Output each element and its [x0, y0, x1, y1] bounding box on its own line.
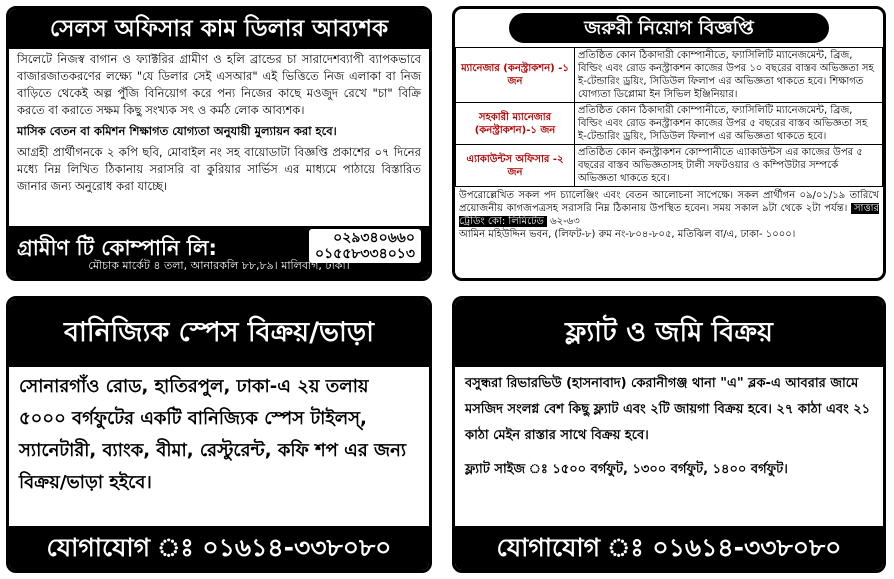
phone-number: ০২৯৩৪০৬৬০ — [333, 230, 415, 246]
ad-body: বসুন্ধরা রিভারভিউ (হাসনাবাদ) কেরানীগঞ্জ থানা "এ" ব্লক-এ আবরার জামে মসজিদ সংলগ্ন বেশ কিছু ফ্ল্যাট এবং ২টি জায়গা বিক্রয় হবে। ২৭ কাঠা এবং ২১ কাঠা মেইন রাস্তার সাথে বিক্রয় হবে। — [465, 376, 871, 443]
ad-title: বানিজ্যিক স্পেস বিক্রয়/ভাড়া — [9, 299, 429, 367]
company-address: আমিন মহিউদ্দিন ভবন, (লিফট-৮) রুম নং-৮০৪-৮০৫, মতিঝিল বা/এ, ঢাকা- ১০০০। — [459, 229, 796, 240]
phone-number: ০১৫৫৮৩৩৪০১৩ — [314, 246, 415, 262]
contact-line: যোগাযোগ ঃ ০১৬১৪-৩৩৮০৮০ — [455, 526, 883, 570]
company-phone: ৬২-৬৩ — [550, 216, 580, 227]
company-footer — [9, 226, 429, 278]
company-name: সাত্তার ট্রেডিং কো: লিমিটেড — [459, 203, 879, 227]
notice-body: উপরোল্লেখিত সকল পদ চ্যালেঞ্জিং এবং বেতন আলোচনা সাপেক্ষে। সকল প্রার্থীগন ০৯/০১/১৯ তারিখে প্রয়োজনীয় কাগজপত্রসহ সরাসরি নিম্ন ঠিকানায় উপস্থিত হবেন। সময় সকাল ৯টা থেকে ২টা পর্যন্ত। — [459, 190, 879, 214]
company-address: মৌচাক মার্কেট ৪ তলা, আনারকলি ৮৮,৮৯। মালিবাগ, ঢাকা। — [88, 259, 350, 272]
ad-body: সোনারগাঁও রোড, হাতিরপুল, ঢাকা-এ ২য় তলায় ৫০০০ বর্গফুটের একটি বানিজ্যিক স্পেস টাইলস্, স্যানেটারী, ব্যাংক, বীমা, রেস্টুরেন্ট, কফি শপ এর জন্য বিক্রয়/ভাড়া হইবে। — [19, 376, 407, 493]
company-name: গ্রামীণ টি কোম্পানি লি: — [17, 236, 217, 260]
table-row — [456, 103, 883, 145]
ad-title: জরুরী নিয়োগ বিজ্ঞপ্তি — [509, 13, 829, 43]
ad-title: ফ্ল্যাট ও জমি বিক্রয় — [455, 299, 883, 367]
flat-sizes: ফ্ল্যাট সাইজ ঃ ১৫০০ বর্গফুট, ১৩০০ বর্গফুট, ১৪০০ বর্গফুট। — [465, 462, 788, 477]
position-title: এ্যাকাউন্টস অফিসার -২ জন — [456, 145, 575, 187]
recruitment-notice-ad — [452, 6, 886, 281]
salary-line: মাসিক বেতন বা কমিশন শিক্ষাগত যোগ্যতা অনুযায়ী মুল্যায়ন করা হবে। — [17, 124, 337, 138]
position-title: ম্যানেজার (কনস্ট্রাকশন) -১ জন — [456, 48, 575, 103]
flat-land-sale-ad — [452, 296, 886, 573]
positions-table — [455, 47, 883, 187]
table-row — [456, 48, 883, 103]
contact-line: যোগাযোগ ঃ ০১৬১৪-৩৩৮০৮০ — [9, 526, 429, 570]
ad-title: সেলস অফিসার কাম ডিলার আব্যশক — [9, 9, 429, 49]
commercial-space-ad — [6, 296, 432, 573]
position-description: প্রতিষ্ঠিত কোন কনস্ট্রাকশন কোম্পানীতে এ্যাকাউন্টস এর কাজের উপর ৫ বছরের বাস্তব অভিজ্ঞতাসহ টালী সফটওয়ার ও কম্পিউটার সম্পর্কে অভিজ্ঞতা থাকতে হবে। — [575, 145, 883, 187]
position-title: সহকারী ম্যানেজার (কনস্ট্রাকশন)-১ জন — [456, 103, 575, 145]
position-description: প্রতিষ্ঠিত কোন ঠিকাদারী কোম্পানীতে, ফ্যাসিলিটি ম্যানেজমেন্ট, ব্রিজ, বিল্ডিং এবং রোড কনস্ট্রাকশন কাজের উপর ১০ বছরের বাস্তব অভিজ্ঞতা সহ ই-টেন্ডারিং ড্রয়িং, সিডিউল ফিলাপ এর অভিজ্ঞতা থাকতে হবে। শিক্ষাগত যোগ্যতা ডিপ্লোমা ইন সিভিল ইঞ্জিনিয়ার। — [575, 48, 883, 103]
application-instruction: আগ্রহী প্রার্থীগনকে ২ কপি ছবি, মোবাইল নং সহ বায়োডাটা বিজ্ঞপ্তি প্রকাশের ০৭ দিনের মধ্যে নিম্ন লিখিত ঠিকানায় সরাসরি বা কুরিয়ার সার্ভিস এর মাধ্যমে পাঠায়ে বিস্তারিত জানার জন্য অনুরোধ করা যাচ্ছে। — [17, 145, 421, 193]
table-row — [456, 145, 883, 187]
position-description: প্রতিষ্ঠিত কোন ঠিকাদারী কোম্পানীতে, ফ্যাসিলিটি ম্যানেজমেন্ট, ব্রিজ, বিল্ডিং এবং রোড কনস্ট্রাকশন কাজের উপর ৫ বছরের বাস্তব অভিজ্ঞতা সহ ই-টেন্ডারিং ড্রয়িং, সিডিউল ফিলাপ এর অভিজ্ঞতা থাকতে হবে। — [575, 103, 883, 145]
notice-text — [455, 187, 883, 243]
ad-body: সিলেটে নিজস্ব বাগান ও ফ্যাক্টরির গ্রামীণ ও হলি ব্রান্ডের চা সারাদেশব্যাপী ব্যাপকভাবে বাজারজাতকরণের লক্ষ্যে "যে ডিলার সেই এসআর" এই ভিত্তিতে নিজ এলাকা বা নিজ বাড়িতে থেকেই অল্প পুঁজি বিনিয়োগ করে পন্য নিজের কাছে মওজুদ রেখে "চা" বিক্রি করতে বা করাতে সক্ষম কিছু সংখ্যক সৎ ও কর্মঠ লোক আব্যশক। — [17, 52, 421, 117]
sales-officer-ad — [6, 6, 432, 281]
